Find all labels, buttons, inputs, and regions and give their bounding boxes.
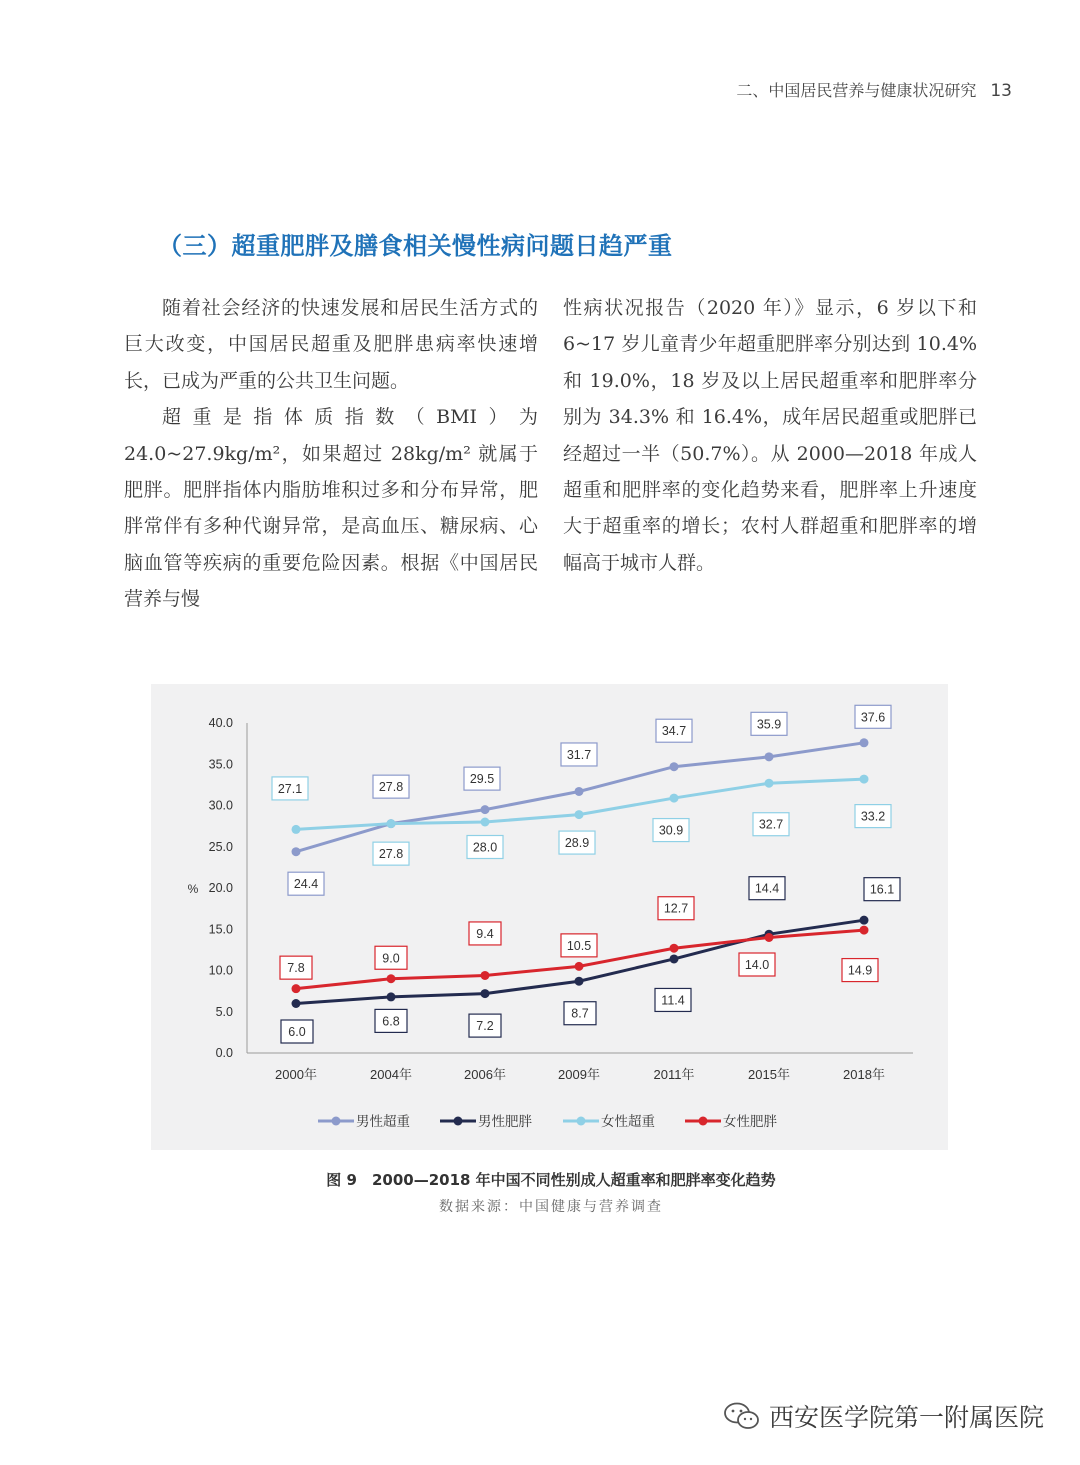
data-point [670,762,679,771]
body-paragraph: 随着社会经济的快速发展和居民生活方式的巨大改变，中国居民超重及肥胖患病率快速增长，已成为严重的公共卫生问题。 [124,297,538,392]
page-number: 13 [990,81,1012,101]
y-tick-label: 15.0 [208,922,233,937]
data-label: 27.8 [378,847,404,862]
data-label: 7.2 [476,1019,494,1034]
data-label: 32.7 [758,817,784,832]
x-tick-label: 2009年 [558,1067,600,1082]
line-chart [151,684,948,1150]
data-point [387,819,396,828]
data-point [765,933,774,942]
x-tick-label: 2000年 [275,1067,317,1082]
data-point [292,984,301,993]
y-tick-label: 20.0 [208,881,233,895]
data-point [292,847,301,856]
section-title: （三）超重肥胖及膳食相关慢性病问题日趋严重 [158,232,673,260]
x-tick-label: 2018年 [843,1067,885,1082]
data-label: 28.9 [564,836,590,851]
y-tick-label: 40.0 [208,716,233,730]
data-label: 24.4 [293,877,319,892]
legend-marker [577,1117,586,1126]
data-point [292,825,301,834]
body-column-left [124,290,538,618]
data-label: 35.9 [756,717,782,732]
figure-source: 数据来源：中国健康与营养调查 [439,1199,663,1215]
data-point [575,962,584,971]
body-paragraph: 性病状况报告（2020 年）》显示，6 岁以下和 6~17 岁儿童青少年超重肥胖率分别达到 10.4% 和 19.0%，18 岁及以上居民超重率和肥胖率分别为 34.3% 和 16.4%，成年居民超重或肥胖已经超过一半（50.7%）。从 2000—2018 年成人超重和肥胖率的变化趋势来看，肥胖率上升速度大于超重率的增长；农村人群超重和肥胖率的增幅高于城市人群。 [563,297,977,574]
legend-marker [332,1117,341,1126]
data-label: 37.6 [860,710,886,725]
data-label: 29.5 [469,772,495,787]
data-point [481,805,490,814]
legend-label: 男性超重 [356,1114,410,1129]
x-tick-label: 2006年 [464,1067,506,1082]
watermark-text: 西安医学院第一附属医院 [768,1403,1044,1432]
data-point [575,977,584,986]
data-label: 27.1 [277,781,303,796]
data-label: 11.4 [661,993,685,1008]
data-point [765,752,774,761]
data-label: 9.0 [382,951,400,966]
watermark [723,1398,1044,1434]
data-label: 28.0 [472,840,498,855]
data-label: 16.1 [869,882,895,897]
running-header-title: 二、中国居民营养与健康状况研究 [736,81,977,100]
legend-label: 男性肥胖 [478,1114,532,1129]
data-point [481,971,490,980]
data-point [575,787,584,796]
legend-marker [454,1117,463,1126]
body-column-right [563,290,977,581]
data-point [670,794,679,803]
y-axis-label: % [187,882,199,896]
y-tick-label: 30.0 [208,798,233,813]
y-tick-label: 25.0 [208,839,233,854]
data-point [860,916,869,925]
data-point [387,992,396,1001]
data-label: 12.7 [663,901,689,916]
data-label: 14.0 [744,958,770,972]
data-point [860,926,869,935]
data-label: 10.5 [566,938,592,953]
data-label: 33.2 [860,809,886,824]
data-point [765,779,774,788]
data-label: 27.8 [378,780,404,795]
y-tick-label: 5.0 [215,1004,233,1019]
y-tick-label: 0.0 [215,1046,233,1060]
data-label: 34.7 [661,724,687,739]
data-point [481,989,490,998]
data-point [481,818,490,827]
data-point [670,954,679,963]
data-point [860,775,869,784]
wechat-icon [723,1401,761,1431]
data-point [387,974,396,983]
y-tick-label: 10.0 [208,963,233,978]
data-label: 6.0 [288,1025,306,1039]
running-header [736,78,1012,101]
data-label: 9.4 [476,926,494,941]
data-label: 6.8 [382,1014,400,1029]
figure-caption: 图 9 2000—2018 年中国不同性别成人超重率和肥胖率变化趋势 [326,1171,776,1189]
x-tick-label: 2011年 [653,1067,695,1082]
legend-label: 女性肥胖 [723,1114,777,1129]
chart-panel [151,684,948,1150]
y-tick-label: 35.0 [208,757,233,772]
data-point [860,738,869,747]
legend-marker [699,1117,708,1126]
data-label: 14.4 [754,881,780,896]
data-point [670,944,679,953]
x-tick-label: 2015年 [748,1067,790,1082]
data-label: 31.7 [566,747,592,762]
data-label: 30.9 [658,823,684,838]
data-label: 14.9 [847,963,873,978]
x-tick-label: 2004年 [370,1067,412,1082]
data-label: 7.8 [287,961,305,976]
legend-label: 女性超重 [601,1114,655,1129]
data-point [292,999,301,1008]
body-paragraph: 超重是指体质指数（BMI）为 24.0~27.9kg/m²，如果超过 28kg/m² 就属于肥胖。肥胖指体内脂肪堆积过多和分布异常，肥胖常伴有多种代谢异常，是高血压、糖尿病、心脑血管等疾病的重要危险因素。根据《中国居民营养与慢 [124,406,538,611]
data-label: 8.7 [571,1006,589,1021]
data-point [575,810,584,819]
